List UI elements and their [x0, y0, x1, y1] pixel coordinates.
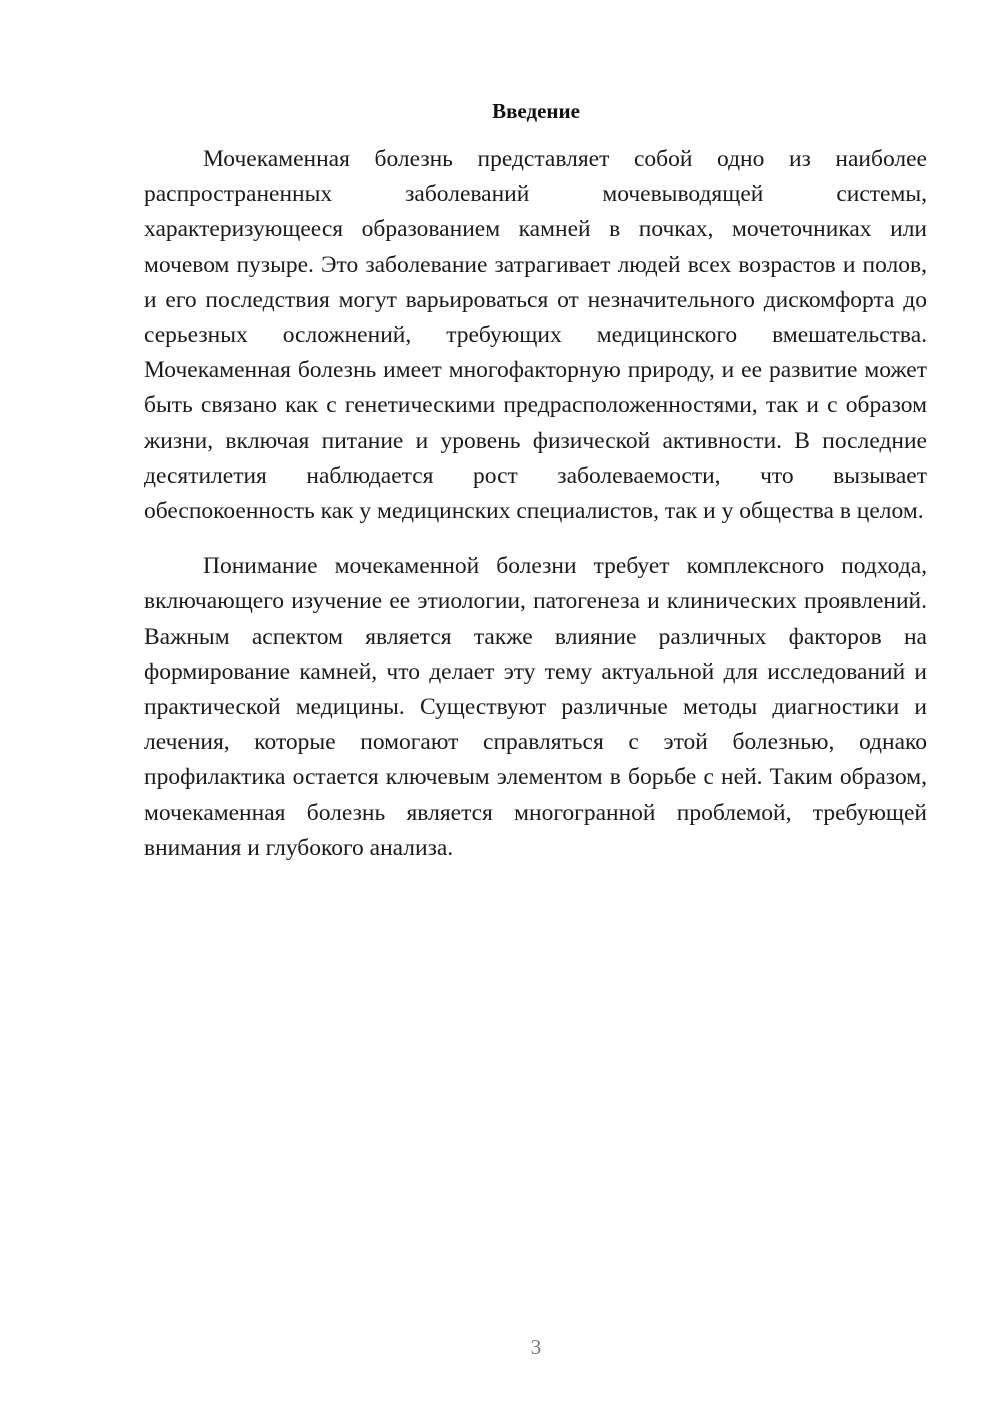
paragraph-1: Мочекаменная болезнь представляет собой одно из наиболее распространенных заболеваний мочевыводящей системы, характеризующееся образованием камней в почках, мочеточниках или мочевом пузыре. Это заболевание затрагивает людей всех возрастов и полов, и его последствия могут варьироваться от незначительного дискомфорта до серьезных осложнений, требующих медицинского вмешательства. Мочекаменная болезнь имеет многофакторную природу, и ее развитие может быть связано как с генетическими предрасположенностями, так и с образом жизни, включая питание и уровень физической активности. В последние десятилетия наблюдается рост заболеваемости, что вызывает обеспокоенность как у медицинских специалистов, так и у общества в целом.	[144, 146, 927, 525]
body-text	[144, 142, 927, 866]
paragraph-2: Понимание мочекаменной болезни требует комплексного подхода, включающего изучение ее этиологии, патогенеза и клинических проявлений. Важным аспектом является также влияние различных факторов на формирование камней, что делает эту тему актуальной для исследований и практической медицины. Существуют различные методы диагностики и лечения, которые помогают справляться с этой болезнью, однако профилактика остается ключевым элементом в борьбе с ней. Таким образом, мочекаменная болезнь является многогранной проблемой, требующей внимания и глубокого анализа.	[144, 553, 927, 861]
section-heading: Введение	[492, 99, 580, 123]
page-number: 3	[530, 1335, 542, 1359]
